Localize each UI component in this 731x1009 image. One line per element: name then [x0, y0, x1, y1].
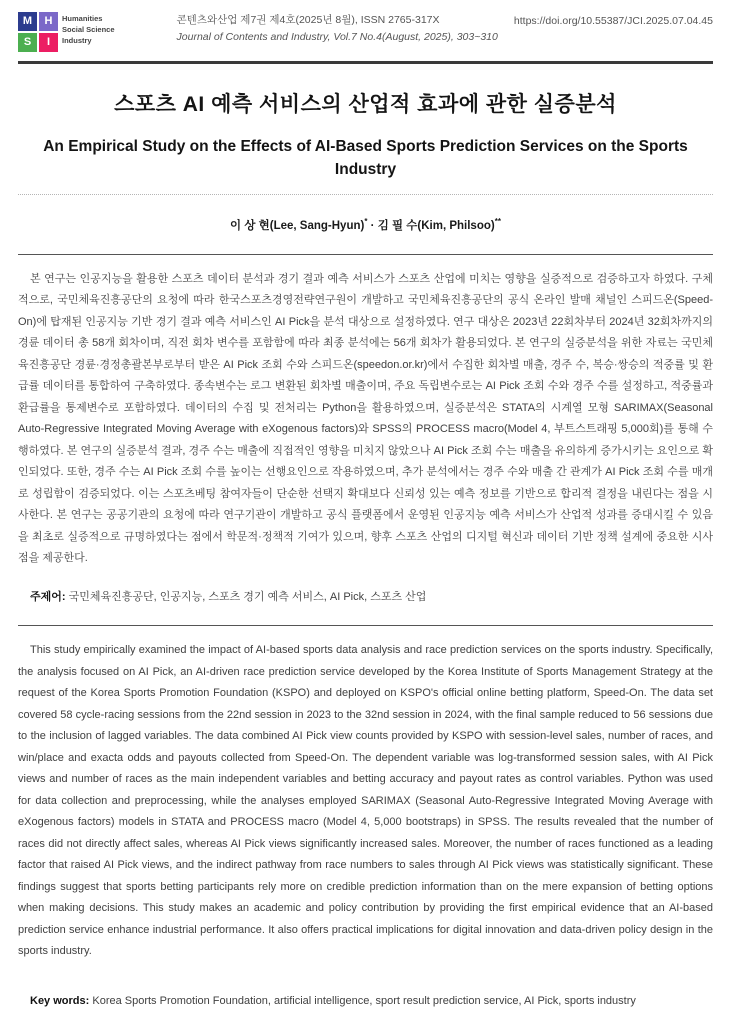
abstract-top-divider: [18, 254, 713, 255]
journal-issue-info: 콘텐츠와산업 제7권 제4호(2025년 8월), ISSN 2765-317X: [177, 12, 498, 29]
logo-block-i: I: [39, 33, 58, 52]
journal-header: [18, 12, 713, 64]
authors-line: [18, 217, 713, 233]
logo-caption-line-2: Social Science: [62, 25, 115, 36]
logo-block-s: S: [18, 33, 37, 52]
journal-logo: [18, 12, 115, 52]
logo-block-m: M: [18, 12, 37, 31]
english-keywords-label: Key words:: [30, 995, 89, 1007]
dotted-divider: [18, 194, 713, 195]
english-abstract: This study empirically examined the impact of AI-based sports data analysis and race prediction services on the sports industry. Specifically, the analysis focused on AI Pick, an AI-driven race prediction service developed by the Korea Institute of Sports Management Strategy at the request of the Korea Sports Promotion Foundation (KSPO) and deployed on KSPO's official online betting platform, Speed-On. The data set covered 58 cycle-racing sessions from the 22nd session in 2023 to the 32nd session in 2024, with the final sample reduced to 56 sessions due to the inclusion of lagged variables. The data combined AI Pick view counts provided by KSPO with session-level sales, number of races, and win/place and exacta odds and payouts collected from Speed-On. The dependent variable was log-transformed session sales, with AI Pick views and number of races as the main independent variables and betting accuracy and payout rates as control variables. Python was used for data collection and preprocessing, while the analyses employed SARIMAX (Seasonal Auto-Regressive Integrated Moving Average with eXogenous factors) models in STATA and PROCESS macro (Model 4, 5,000 bootstraps) in SPSS. The results revealed that the number of races did not directly affect sales, whereas AI Pick views significantly increased sales. Moreover, the number of races functioned as a leading factor that raised AI Pick views, and the indirect pathway from race numbers to sales through AI Pick views was statistically significant. These findings suggest that sports betting participants rely more on credible prediction information than on the mere expansion of betting options when making decisions. This study makes an academic and policy contribution by providing the first empirical evidence that an AI-based prediction service enhance industrial performance. It also offers practical implications for digital innovation and data-driven policy design in the sports industry.: [18, 640, 713, 963]
english-keywords-line: [18, 993, 713, 1009]
doi-link[interactable]: https://doi.org/10.55387/JCI.2025.07.04.45: [514, 15, 713, 27]
korean-abstract: 본 연구는 인공지능을 활용한 스포츠 데이터 분석과 경기 결과 예측 서비스가 스포츠 산업에 미치는 영향을 실증적으로 검증하고자 하였다. 구체적으로, 국민체육진흥공단의 요청에 따라 한국스포츠경영전략연구원이 개발하고 국민체육진흥공단의 공식 온라인 발매 채널인 스피드온(Speed-On)에 탑재된 인공지능 기반 경기 결과 예측 서비스인 AI Pick을 분석 대상으로 설정하였다. 연구 대상은 2023년 22회차부터 2024년 32회차까지의 경륜 데이터 총 58개 회차이며, 직전 회차 변수를 포함함에 따라 최종 분석에는 56개 회차가 활용되었다. 본 연구의 실증분석을 위한 자료는 국민체육진흥공단 경륜·경정총괄본부로부터 받은 AI Pick 조회 수와 스피드온(speedon.or.kr)에서 수집한 회차별 매출, 경주 수, 복승·쌍승의 적중률 및 환급률 데이터를 통합하여 구축하였다. 종속변수는 로그 변환된 회차별 매출이며, 주요 독립변수로는 AI Pick 조회 수와 경주 수를 설정하고, 적중률과 환급률을 통제변수로 포함하였다. 데이터의 수집 및 전처리는 Python을 활용하였으며, 실증분석은 STATA의 시계열 모형 SARIMAX(Seasonal Auto-Regressive Integrated Moving Average with eXogenous factors)와 SPSS의 PROCESS macro(Model 4, 부트스트래핑 5,000회)를 통해 수행하였다. 본 연구의 실증분석 결과, 경주 수는 매출에 직접적인 영향을 미치지 않았으나 AI Pick 조회 수는 매출을 유의하게 증가시키는 요인으로 확인되었다. 또한, 경주 수는 AI Pick 조회 수를 높이는 선행요인으로 작용하였으며, 추가 분석에서는 경주 수와 매출 간 관계가 AI Pick 조회 수를 매개로 성립함이 검증되었다. 이는 스포츠베팅 참여자들이 단순한 선택지 확대보다 신뢰성 있는 예측 정보를 기반으로 합리적 결정을 내린다는 점을 시사한다. 본 연구는 공공기관의 요청에 따라 연구기관이 개발하고 공식 플랫폼에서 운영된 인공지능 예측 서비스가 산업적 성과를 증대시킬 수 있음을 최초로 실증적으로 규명하였다는 점에서 학문적·정책적 기여가 있으며, 향후 스포츠 산업의 디지털 혁신과 데이터 기반 정책 설계에 중요한 시사점을 제공한다.: [18, 269, 713, 570]
korean-keywords-line: [18, 589, 713, 606]
logo-caption: [62, 14, 115, 47]
author-1-marker: *: [364, 217, 367, 226]
author-2-name: 김 필 수(Kim, Philsoo): [378, 220, 495, 232]
paper-title-korean: 스포츠 AI 예측 서비스의 산업적 효과에 관한 실증분석: [18, 88, 713, 118]
logo-caption-line-3: Industry: [62, 36, 115, 47]
author-1-name: 이 상 현(Lee, Sang-Hyun): [230, 220, 364, 232]
logo-caption-line-1: Humanities: [62, 14, 115, 25]
author-2-marker: **: [495, 217, 501, 226]
author-separator: ·: [367, 220, 377, 232]
english-keywords-text: Korea Sports Promotion Foundation, artificial intelligence, sport result prediction service, AI Pick, sports industry: [92, 995, 636, 1007]
korean-keywords-label: 주제어:: [30, 591, 66, 603]
journal-logo-grid: [18, 12, 58, 52]
paper-title-english: An Empirical Study on the Effects of AI-Based Sports Prediction Services on the Sports Industry: [18, 135, 713, 182]
journal-name-volume: Journal of Contents and Industry, Vol.7 No.4(August, 2025), 303~310: [177, 29, 498, 46]
korean-keywords-text: 국민체육진흥공단, 인공지능, 스포츠 경기 예측 서비스, AI Pick, 스포츠 산업: [69, 591, 427, 603]
abstract-middle-divider: [18, 625, 713, 626]
logo-block-h: H: [39, 12, 58, 31]
journal-info: [177, 12, 498, 47]
